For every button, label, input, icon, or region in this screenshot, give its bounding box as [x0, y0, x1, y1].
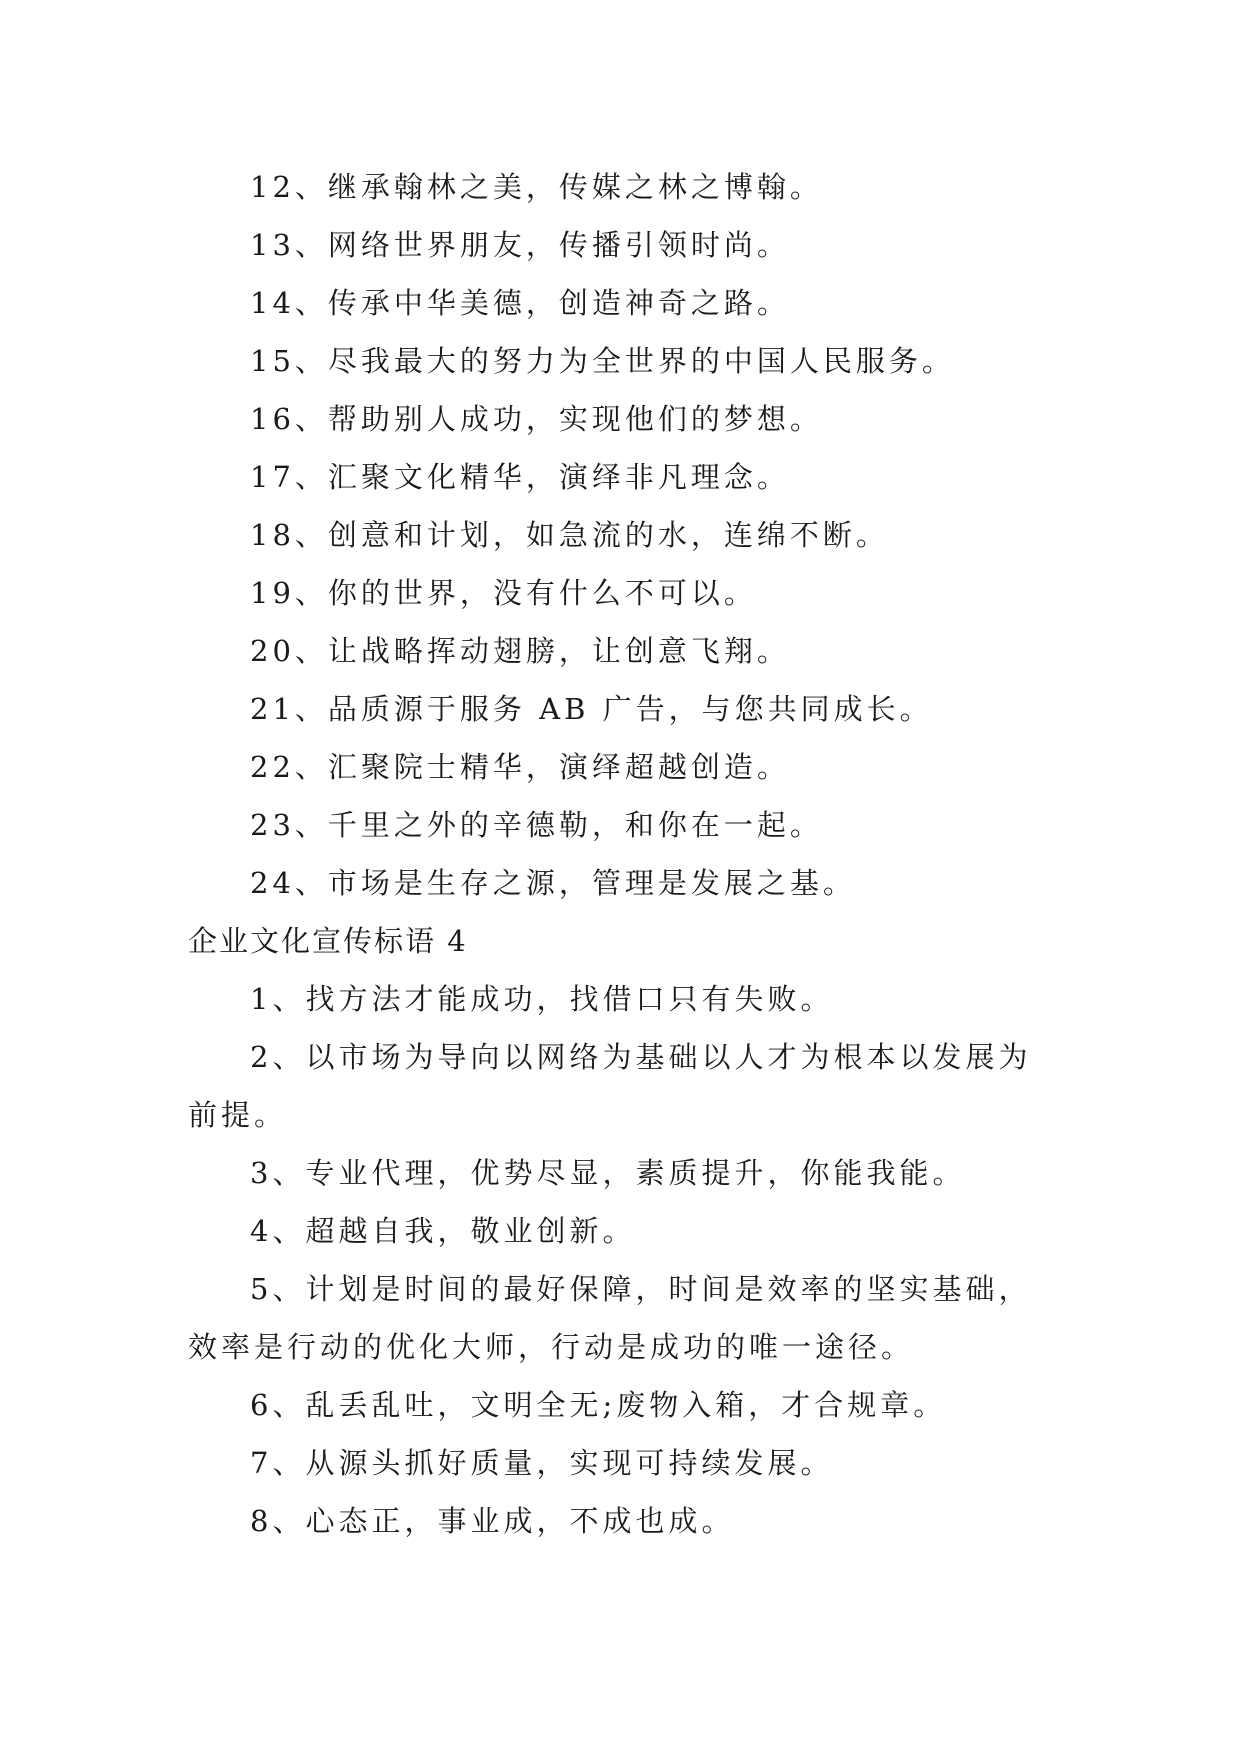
- document-body: [188, 158, 1058, 1550]
- list-item: 18、创意和计划，如急流的水，连绵不断。: [250, 518, 889, 552]
- list-item: 3、专业代理，优势尽显，素质提升，你能我能。: [250, 1156, 966, 1190]
- section-heading: 企业文化宣传标语 4: [188, 924, 468, 958]
- list-item: 7、从源头抓好质量，实现可持续发展。: [250, 1446, 834, 1480]
- list-item: 12、继承翰林之美，传媒之林之博翰。: [250, 170, 823, 204]
- list-item: 24、市场是生存之源，管理是发展之基。: [250, 866, 856, 900]
- list-item: 16、帮助别人成功，实现他们的梦想。: [250, 402, 823, 436]
- list-item: 23、千里之外的辛德勒，和你在一起。: [250, 808, 823, 842]
- list-item: 21、品质源于服务 AB 广告，与您共同成长。: [250, 692, 933, 726]
- list-item: 6、乱丢乱吐，文明全无;废物入箱，才合规章。: [250, 1388, 947, 1422]
- list-item: 20、让战略挥动翅膀，让创意飞翔。: [250, 634, 790, 668]
- list-item: 5、计划是时间的最好保障，时间是效率的坚实基础，效率是行动的优化大师，行动是成功的唯一途径。: [188, 1272, 1032, 1364]
- list-item: 13、网络世界朋友，传播引领时尚。: [250, 228, 790, 262]
- list-item: 15、尽我最大的努力为全世界的中国人民服务。: [250, 344, 955, 378]
- list-item: 2、以市场为导向以网络为基础以人才为根本以发展为前提。: [188, 1040, 1032, 1132]
- list-item: 22、汇聚院士精华，演绎超越创造。: [250, 750, 790, 784]
- list-item: 4、超越自我，敬业创新。: [250, 1214, 636, 1248]
- list-item: 14、传承中华美德，创造神奇之路。: [250, 286, 790, 320]
- list-item: 1、找方法才能成功，找借口只有失败。: [250, 982, 834, 1016]
- list-item: 17、汇聚文化精华，演绎非凡理念。: [250, 460, 790, 494]
- list-item: 8、心态正，事业成，不成也成。: [250, 1504, 735, 1538]
- list-item: 19、你的世界，没有什么不可以。: [250, 576, 757, 610]
